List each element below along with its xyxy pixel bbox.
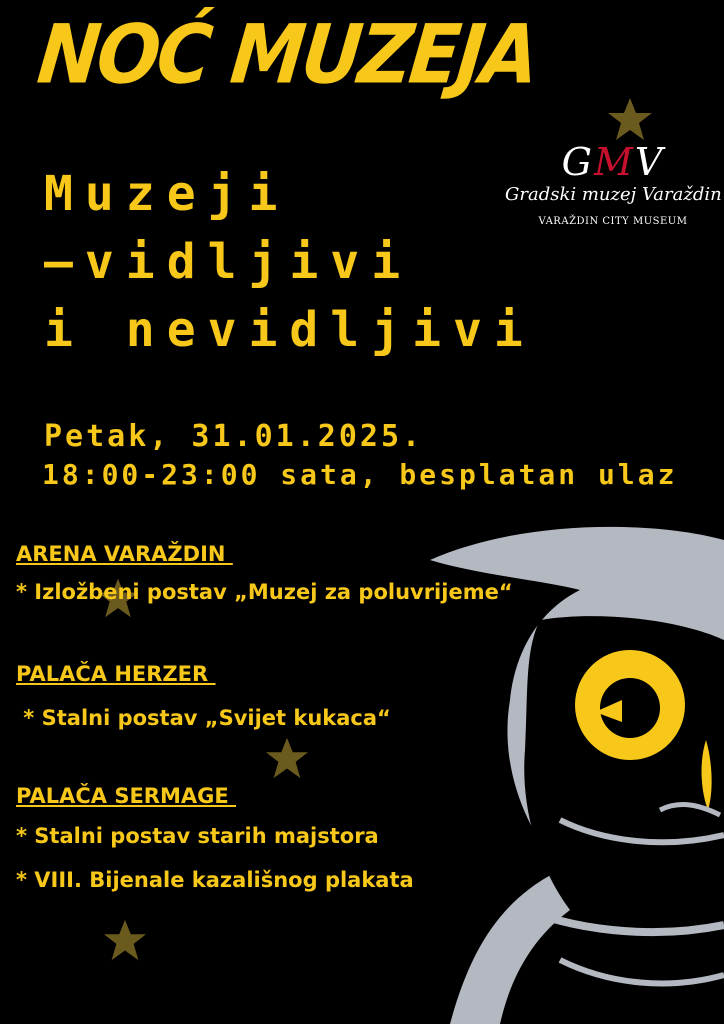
event-date: Petak, 31.01.2025.: [44, 419, 424, 454]
logo-name: Gradski muzej Varaždin: [505, 184, 722, 205]
star-icon: [264, 736, 310, 780]
event-time: 18:00-23:00 sata, besplatan ulaz: [42, 458, 678, 491]
museum-logo: [505, 140, 721, 240]
subtitle-line-2: —vidljivi: [44, 234, 413, 290]
subtitle-line-1: Muzeji: [44, 166, 290, 222]
logo-monogram: GMV: [561, 140, 665, 184]
venue-item: * Stalni postav „Svijet kukaca“: [16, 706, 391, 730]
poster-title: NOĆ MUZEJA: [33, 7, 542, 103]
star-icon: [102, 918, 148, 962]
venue-arena-varazdin: ARENA VARAŽDIN: [16, 542, 233, 566]
star-icon: [606, 96, 654, 142]
subtitle-line-3: i nevidljivi: [44, 302, 535, 358]
venue-item: * Stalni postav starih majstora: [16, 824, 379, 848]
venue-palaca-herzer: PALAČA HERZER: [16, 662, 216, 686]
event-subtitle: [44, 160, 535, 364]
venue-item: * Izložbeni postav „Muzej za poluvrijeme“: [16, 580, 513, 604]
venue-palaca-sermage: PALAČA SERMAGE: [16, 784, 237, 808]
venue-item: * VIII. Bijenale kazališnog plakata: [16, 868, 414, 892]
logo-subtitle: VARAŽDIN CITY MUSEUM: [538, 216, 688, 227]
